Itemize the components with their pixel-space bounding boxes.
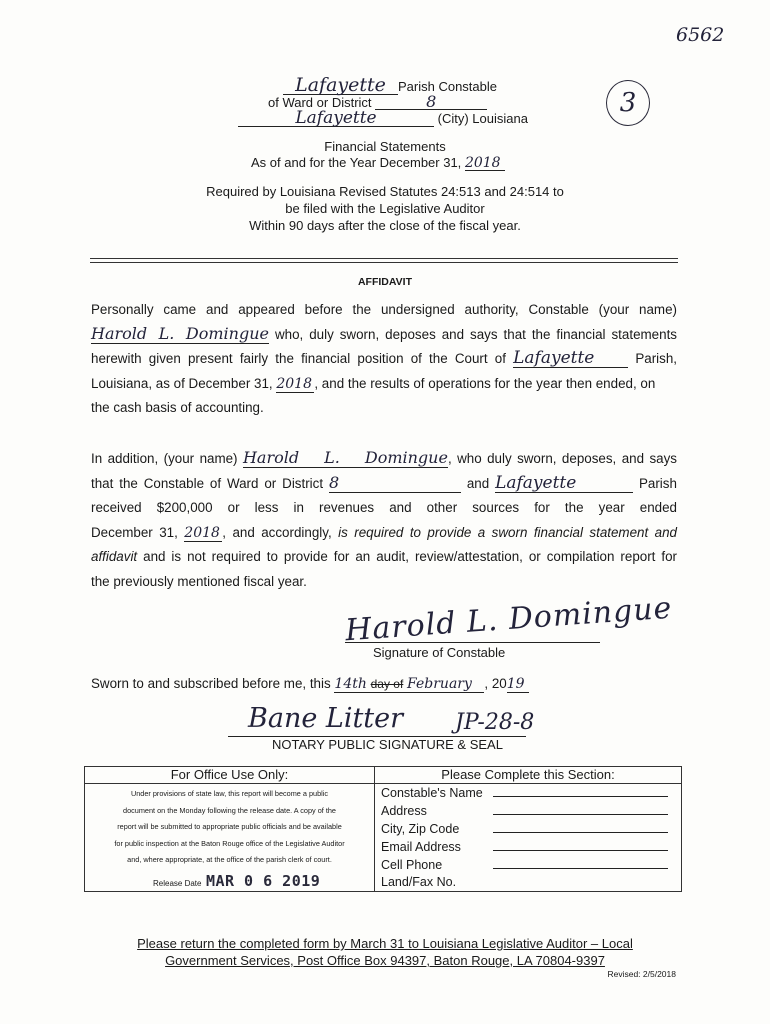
required-line-2: be filed with the Legislative Auditor — [285, 201, 485, 216]
field-land-fax — [381, 874, 668, 891]
year-handwritten: 2018 — [465, 157, 505, 171]
affidavit-paragraph-2 — [91, 447, 677, 594]
field-label: City, Zip Code — [381, 822, 460, 836]
footer-line-2: Government Services, Post Office Box 94397, Baton Rouge, LA 70804-9397 — [165, 953, 605, 968]
circled-number — [606, 80, 650, 126]
p1-line-3-post: Parish, — [635, 351, 677, 366]
field-cell-phone — [381, 856, 668, 874]
header-parish-line — [283, 76, 497, 95]
office-box-divider — [374, 767, 375, 891]
field-label: Land/Fax No. — [381, 875, 457, 889]
field-line — [493, 856, 668, 869]
required-line-1: Required by Louisiana Revised Statutes 24:513 and 24:514 to — [206, 184, 564, 199]
p2-line-1 — [91, 447, 677, 472]
field-line — [493, 784, 668, 797]
double-rule — [90, 258, 678, 263]
required-line-3: Within 90 days after the close of the fiscal year. — [249, 218, 521, 233]
constable-signature-label: Signature of Constable — [373, 645, 506, 660]
field-city-zip — [381, 820, 668, 838]
p2-line-4-italic: is required to provide a sworn financial statement and — [338, 524, 677, 540]
p1-year: 2018 — [276, 376, 314, 393]
field-address — [381, 802, 668, 820]
sworn-date-field — [334, 676, 484, 693]
office-use-title: For Office Use Only: — [170, 767, 289, 782]
constable-signature: Harold L. Domingue — [344, 590, 674, 649]
office-use-note — [87, 786, 372, 869]
constable-signature-line — [345, 642, 600, 643]
field-line — [493, 802, 668, 815]
p1-parish: Lafayette — [513, 349, 628, 368]
city-label: (City) Louisiana — [437, 111, 528, 126]
ward-handwritten: 8 — [375, 95, 487, 110]
notary-label: NOTARY PUBLIC SIGNATURE & SEAL — [272, 737, 503, 752]
p1-name: Harold L. Domingue — [91, 323, 269, 343]
note-line-1: Under provisions of state law, this report will become a public — [130, 789, 329, 798]
notary-signature: Bane Litter — [248, 703, 404, 734]
office-use-box — [84, 766, 682, 892]
affidavit-paragraph-1 — [91, 298, 677, 421]
city-handwritten: Lafayette — [238, 111, 434, 127]
parish-label: Parish Constable — [398, 79, 497, 94]
field-email — [381, 838, 668, 856]
field-label: Cell Phone — [381, 858, 443, 872]
sworn-month: February — [407, 676, 472, 692]
sworn-year: 19 — [507, 676, 529, 693]
circled-number-text: 3 — [619, 88, 637, 118]
p2-line-6: the previously mentioned fiscal year. — [91, 573, 307, 589]
p2-line-3: received $200,000 or less in revenues and other sources for the year ended — [91, 500, 677, 515]
p2-line-5-rest: and is not required to provide for an audit, review/attestation, or compilation report for — [143, 549, 677, 564]
sworn-prefix: Sworn to and subscribed before me, this — [91, 676, 331, 691]
note-line-2: document on the Monday following the release date. A copy of the — [123, 805, 336, 815]
p2-name: Harold L. Domingue — [242, 448, 448, 467]
p1-line-5: the cash basis of accounting. — [91, 400, 264, 415]
affidavit-heading: AFFIDAVIT — [357, 276, 413, 288]
p2-line-4-pre: December 31, — [91, 524, 178, 540]
sworn-struck: day of — [370, 677, 404, 691]
field-label: Constable's Name — [381, 786, 483, 800]
field-line — [493, 820, 668, 833]
sworn-year-prefix: , 20 — [484, 676, 507, 691]
release-date-row — [153, 872, 320, 891]
p1-line-1: Personally came and appeared before the undersigned authority, Constable (your name) — [91, 302, 677, 317]
p2-line-4-mid: , and accordingly, — [222, 524, 332, 540]
p2-ward: 8 — [329, 474, 461, 493]
p2-line-1-post: , who duly sworn, deposes, and says — [447, 451, 677, 466]
p2-line-5 — [91, 545, 677, 570]
p2-line-1-pre: In addition, (your name) — [91, 451, 238, 466]
sworn-line — [91, 676, 529, 693]
corner-number: 6562 — [676, 24, 725, 46]
notary-id: JP-28-8 — [455, 710, 535, 735]
p1-line-2 — [91, 323, 677, 348]
release-label: Release Date — [153, 879, 202, 888]
p2-line-2 — [91, 472, 677, 497]
ward-prefix: of Ward or District — [268, 95, 372, 110]
header-city-line — [238, 110, 528, 127]
p1-line-4-post: , and the results of operations for the year then ended, on — [314, 375, 656, 391]
footer-line-1: Please return the completed form by March 31 to Louisiana Legislative Auditor – Local — [137, 936, 633, 951]
p2-line-4 — [91, 521, 677, 546]
p1-line-3-pre: herewith given present fairly the financial position of the Court of — [91, 351, 506, 366]
constable-info-fields — [381, 784, 668, 891]
field-line — [493, 838, 668, 851]
as-of-line — [251, 154, 505, 171]
p1-line-4 — [91, 372, 677, 397]
field-label: Address — [381, 804, 427, 818]
p2-year: 2018 — [184, 525, 222, 542]
p2-parish: Lafayette — [495, 474, 633, 493]
p1-line-2-text: who, duly sworn, deposes and says that the financial statements — [274, 326, 677, 342]
note-line-4: for public inspection at the Baton Rouge office of the Legislative Auditor — [114, 838, 345, 848]
note-line-3: report will be submitted to appropriate public officials and be available — [117, 822, 342, 831]
p2-line-5-italic: affidavit — [91, 549, 138, 564]
p2-line-2-post: Parish — [638, 475, 677, 491]
statement-title: Financial Statements — [324, 139, 446, 154]
release-stamp: MAR 0 6 2019 — [205, 872, 321, 890]
complete-section-title: Please Complete this Section: — [441, 767, 615, 782]
p2-line-2-mid: and — [466, 475, 490, 491]
as-of-prefix: As of and for the Year December 31, — [251, 155, 462, 170]
field-label: Email Address — [381, 840, 461, 854]
p1-line-4-pre: Louisiana, as of December 31, — [91, 375, 273, 391]
sworn-day: 14th — [334, 676, 367, 692]
revised-date: Revised: 2/5/2018 — [607, 969, 676, 979]
field-constable-name — [381, 784, 668, 802]
p1-line-3 — [91, 347, 677, 372]
parish-handwritten: Lafayette — [283, 76, 398, 95]
p2-line-2-pre: that the Constable of Ward or District — [91, 475, 324, 491]
note-line-5: and, where appropriate, at the office of the parish clerk of court. — [127, 855, 332, 864]
